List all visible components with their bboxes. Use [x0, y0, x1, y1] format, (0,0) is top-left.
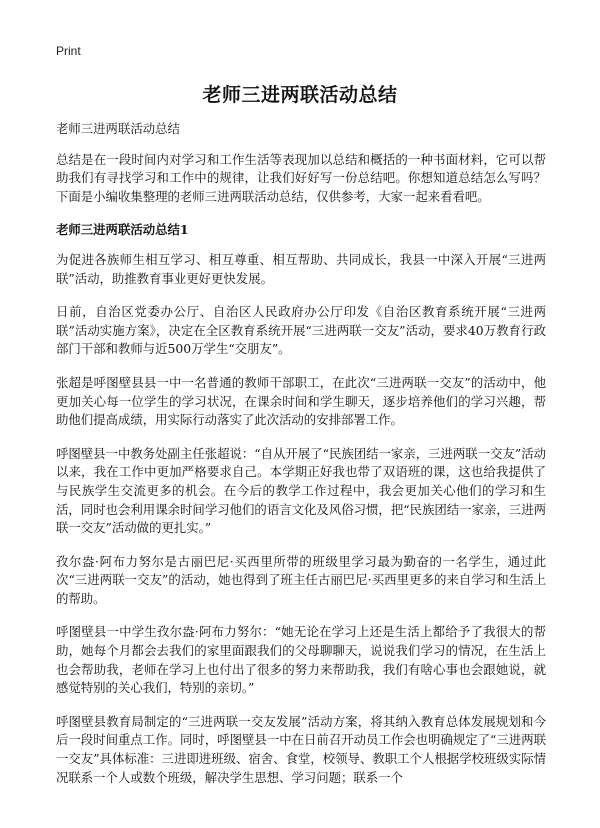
print-label: Print [56, 44, 81, 58]
body-paragraph: 张超是呼图壁县县一中一名普通的教师干部职工，在此次“三进两联一交友”的活动中，他更加关心每一位学生的学习状况，在课余时间和学生聊天，逐步培养他们的学习兴趣，帮助他们提高成绩，用实际行动落实了此次活动的安排部署工作。 [56, 374, 546, 428]
document-body [56, 120, 546, 802]
document-subtitle: 老师三进两联活动总结 [56, 121, 180, 136]
body-paragraph: 日前，自治区党委办公厅、自治区人民政府办公厅印发《自治区教育系统开展“三进两联”活动实施方案》，决定在全区教育系统开展“三进两联一交友”活动，要求40万教育行政部门干部和教师与近500万学生“交朋友”。 [56, 304, 546, 357]
body-paragraph: 呼图壁县一中教务处副主任张超说：“自从开展了“民族团结一家亲，三进两联一交友”活动以来，我在工作中更加严格要求自己。本学期正好我也带了双语班的课，这也给我提供了与民族学生交流更多的机会。在今后的教学工作过程中，我会更加关心他们的学习和生活，同时也会利用课余时间学习他们的语言文化及风俗习惯，把“民族团结一家亲，三进两联一交友”活动做的更扎实。” [56, 445, 546, 536]
body-paragraph: 为促进各族师生相互学习、相互尊重、相互帮助、共同成长，我县一中深入开展“三进两联”活动，助推教育事业更好更快发展。 [56, 251, 546, 286]
body-paragraph: 呼图壁县一中学生孜尔盎·阿布力努尔：“她无论在学习上还是生活上都给予了我很大的帮助，她每个月都会去我们的家里面跟我们的父母聊聊天，说说我们学习的情况，在生活上也会帮助我，老师在学习上也付出了很多的努力来帮助我，我们有啥心事也会跟她说，就感觉特别的关心我们，特别的亲切。” [56, 624, 546, 696]
body-paragraph: 孜尔盎·阿布力努尔是古丽巴尼·买西里所带的班级里学习最为勤奋的一名学生，通过此次“三进两联一交友”的活动，她也得到了班主任古丽巴尼·买西里更多的来自学习和生活上的帮助。 [56, 553, 546, 606]
body-paragraph: 呼图壁县教育局制定的“三进两联一交友发展”活动方案，将其纳入教育总体发展规划和今后一段时间重点工作。同时，呼图壁县一中在日前召开动员工作会也明确规定了“三进两联一交友”具体标准：三进即进班级、宿舍、食堂，校领导、教职工个人根据学校班级实际情况联系一个人或数个班级，解决学生思想、学习问题；联系一个 [56, 713, 546, 785]
intro-paragraph: 总结是在一段时间内对学习和工作生活等表现加以总结和概括的一种书面材料，它可以帮助我们有寻找学习和工作中的规律，让我们好好写一份总结吧。你想知道总结怎么写吗？下面是小编收集整理的老师三进两联活动总结，仅供参考，大家一起来看看吧。 [56, 151, 546, 204]
section-heading: 老师三进两联活动总结1 [56, 222, 189, 238]
page-title: 老师三进两联活动总结 [202, 84, 398, 106]
